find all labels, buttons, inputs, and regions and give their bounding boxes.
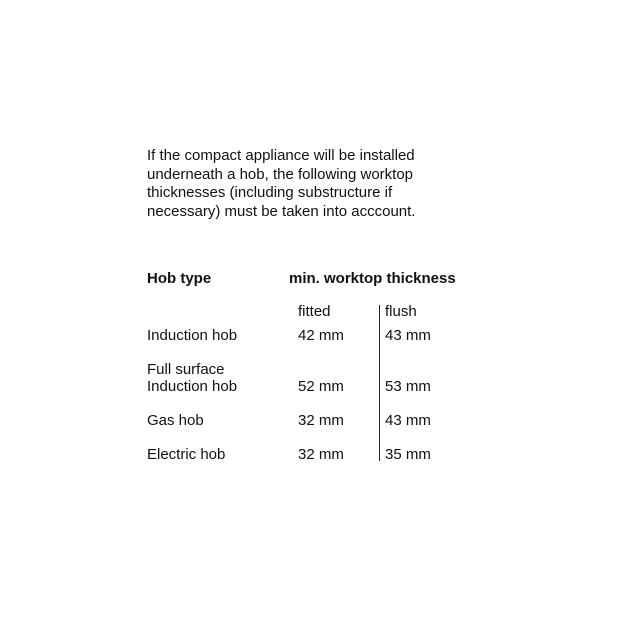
row-flush-value: 43 mm xyxy=(385,327,431,344)
column-divider xyxy=(379,305,380,461)
row-fitted-value: 42 mm xyxy=(298,327,344,344)
intro-line: If the compact appliance will be installed xyxy=(147,147,415,164)
row-fitted-value: 52 mm xyxy=(298,378,344,395)
intro-line: necessary) must be taken into acccount. xyxy=(147,202,416,220)
subheader-fitted: fitted xyxy=(298,303,331,320)
row-hob-type: Electric hob xyxy=(147,446,226,463)
subheader-flush: flush xyxy=(385,303,417,320)
row-fitted-value: 32 mm xyxy=(298,412,344,429)
row-hob-type: Induction hob xyxy=(147,378,238,395)
row-flush-value: 53 mm xyxy=(385,378,431,395)
intro-line: underneath a hob, the following worktop xyxy=(147,165,414,183)
row-fitted-value: 32 mm xyxy=(298,446,344,463)
column-header-hob-type: Hob type xyxy=(147,270,212,287)
intro-paragraph xyxy=(147,147,477,221)
row-hob-type: Gas hob xyxy=(147,412,204,429)
intro-line: thicknesses (including substructure if xyxy=(147,184,393,201)
row-flush-value: 43 mm xyxy=(385,412,431,429)
column-header-worktop-thickness: min. worktop thickness xyxy=(289,270,456,287)
row-hob-type: Induction hob xyxy=(147,327,238,344)
row-hob-type: Full surface xyxy=(147,361,225,378)
row-flush-value: 35 mm xyxy=(385,446,431,463)
